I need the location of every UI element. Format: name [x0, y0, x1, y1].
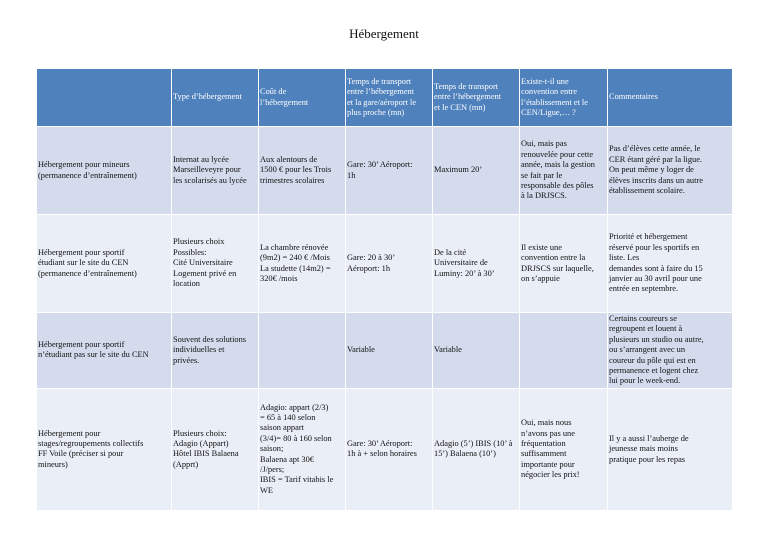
page-title: Hébergement — [349, 26, 419, 41]
accommodation-table — [36, 68, 733, 511]
row-comments: Il y a aussi l’auberge de jeunesse mais moins pratique pour les repas — [608, 388, 733, 510]
row-transport-cen: Maximum 20’ — [433, 127, 520, 215]
row-transport-station: Gare: 30’ Aéroport: 1h à + selon horaires — [346, 388, 433, 510]
table-header-row — [37, 69, 733, 127]
row-type: Plusieurs choix Possibles: Cité Universitaire Logement privé en location — [172, 215, 259, 313]
header-comments: Commentaires — [608, 69, 733, 127]
header-transport-cen: Temps de transport entre l’hébergement et le CEN (mn) — [433, 69, 520, 127]
row-category: Hébergement pour stages/regroupements collectifs FF Voile (préciser si pour mineurs) — [37, 388, 172, 510]
header-cost: Coût de l’hébergement — [259, 69, 346, 127]
row-comments: Priorité et hébergement réservé pour les sportifs en liste. Les demandes sont à faire du 15 janvier au 30 avril pour une entrée en septembre. — [608, 215, 733, 313]
row-category: Hébergement pour sportif étudiant sur le site du CEN (permanence d’entraînement) — [37, 215, 172, 313]
header-transport-station: Temps de transport entre l’hébergement et la gare/aéroport le plus proche (mn) — [346, 69, 433, 127]
row-convention — [520, 313, 608, 389]
row-transport-station: Variable — [346, 313, 433, 389]
row-category: Hébergement pour mineurs (permanence d’entraînement) — [37, 127, 172, 215]
row-transport-station: Gare: 20 à 30’ Aéroport: 1h — [346, 215, 433, 313]
header-cell-empty — [37, 69, 172, 127]
row-comments: Certains coureurs se regroupent et louent à plusieurs un studio ou autre, ou s’arrangent avec un coureur du pôle qui est en permanence et logent chez lui pour le week-end. — [608, 313, 733, 389]
header-type: Type d’hébergement — [172, 69, 259, 127]
table-row — [37, 215, 733, 313]
row-type: Souvent des solutions individuelles et privées. — [172, 313, 259, 389]
table-row — [37, 127, 733, 215]
row-convention: Il existe une convention entre la DRJSCS sur laquelle, on s’appuie — [520, 215, 608, 313]
row-cost — [259, 313, 346, 389]
row-convention: Oui, mais nous n’avons pas une fréquentation suffisamment importante pour négocier les prix! — [520, 388, 608, 510]
row-transport-cen: De la cité Universitaire de Luminy: 20’ à 30’ — [433, 215, 520, 313]
row-cost: La chambre rénovée (9m2) = 240 € /Mois La studette (14m2) = 320€ /mois — [259, 215, 346, 313]
table-row — [37, 313, 733, 389]
table-row — [37, 388, 733, 510]
header-convention: Existe-t-il une convention entre l’établissement et le CEN/Ligue,… ? — [520, 69, 608, 127]
row-transport-cen: Variable — [433, 313, 520, 389]
row-type: Plusieurs choix: Adagio (Appart) Hôtel IBIS Balaena (Apprt) — [172, 388, 259, 510]
row-convention: Oui, mais pas renouvelée pour cette année, mais la gestion se fait par le responsable des pôles à la DRJSCS. — [520, 127, 608, 215]
row-comments: Pas d’élèves cette année, le CER étant géré par la ligue. On peut même y loger de élèves inscrits dans un autre établissement scolaire. — [608, 127, 733, 215]
row-type: Internat au lycée Marseilleveyre pour les scolarisés au lycée — [172, 127, 259, 215]
row-cost: Aux alentours de 1500 € pour les Trois trimestres scolaires — [259, 127, 346, 215]
row-category: Hébergement pour sportif n’étudiant pas sur le site du CEN — [37, 313, 172, 389]
row-cost: Adagio: appart (2/3) = 65 à 140 selon saison appart (3/4)= 80 à 160 selon saison; Balaena apt 30€ /J/pers; IBIS = Tarif vitabis le WE — [259, 388, 346, 510]
row-transport-station: Gare: 30’ Aéroport: 1h — [346, 127, 433, 215]
row-transport-cen: Adagio (5’) IBIS (10’ à 15’) Balaena (10’) — [433, 388, 520, 510]
